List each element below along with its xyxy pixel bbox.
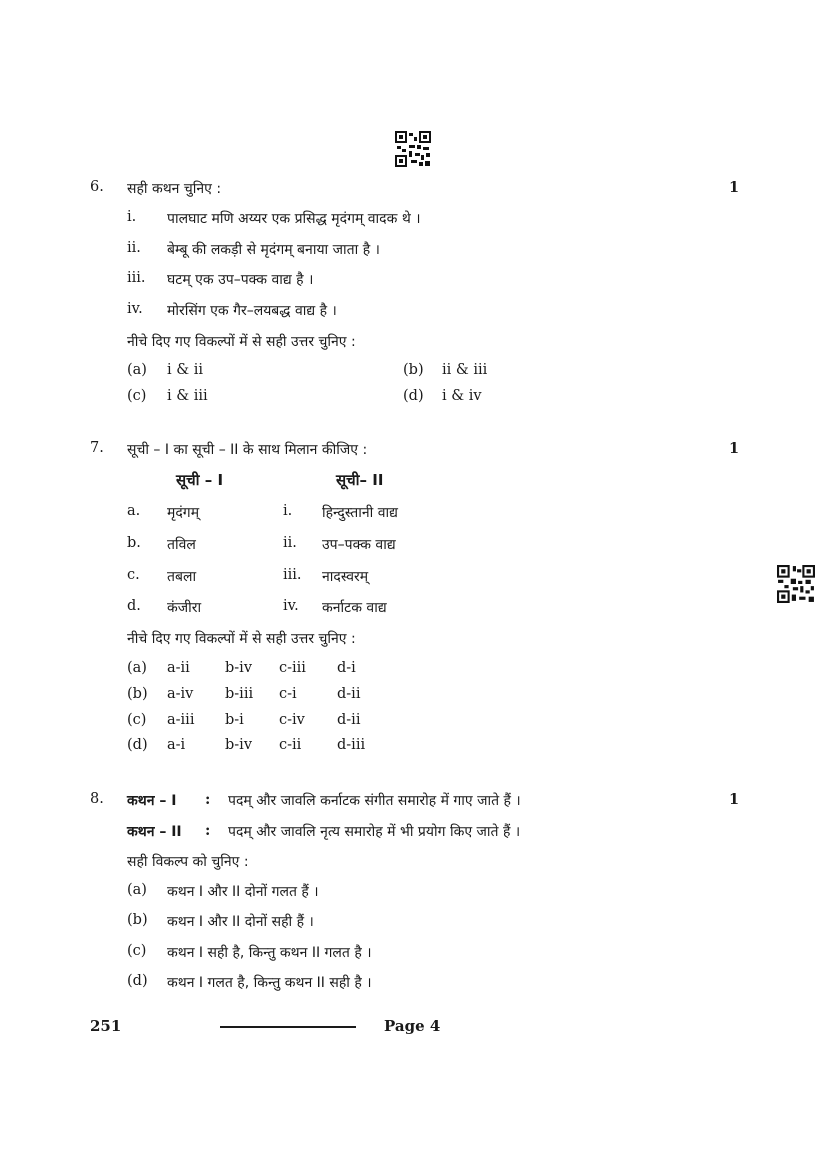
match-left-label: d. <box>127 598 141 614</box>
question-number: 8. <box>90 791 104 807</box>
option-text: कथन I और II दोनों सही हैं । <box>167 914 314 930</box>
question-number: 7. <box>90 440 104 456</box>
option-label: (d) <box>127 973 148 989</box>
option-label: (c) <box>127 712 147 728</box>
statement-text: पालघाट मणि अय्यर एक प्रसिद्ध मृदंगम् वादक थे । <box>167 211 421 227</box>
statement-1-colon: : <box>205 791 211 808</box>
statement-label: iii. <box>127 270 146 286</box>
statement-text: बेम्बू की लकड़ी से मृदंगम् बनाया जाता है । <box>167 242 380 258</box>
statement-1-label: कथन – I <box>127 793 177 809</box>
instruction: सही विकल्प को चुनिए : <box>127 854 249 870</box>
option-pair: b-i <box>225 712 244 728</box>
match-right-label: ii. <box>283 535 297 551</box>
match-right-item: नादस्वरम् <box>322 569 369 585</box>
match-right-label: iv. <box>283 598 299 614</box>
option-label: (c) <box>127 943 147 959</box>
option-label: (a) <box>127 660 147 676</box>
match-left-label: b. <box>127 535 141 551</box>
option-pair: d-ii <box>337 686 361 702</box>
statement-label: ii. <box>127 240 141 256</box>
option-text: i & iv <box>442 388 482 404</box>
match-right-label: iii. <box>283 567 302 583</box>
match-left-item: तबला <box>167 569 197 585</box>
option-pair: d-iii <box>337 737 366 753</box>
statement-2-text: पदम् और जावलि नृत्य समारोह में भी प्रयोग किए जाते हैं । <box>228 824 521 840</box>
option-pair: a-iii <box>167 712 195 728</box>
option-text: कथन I सही है, किन्तु कथन II गलत है । <box>167 945 372 961</box>
option-pair: a-i <box>167 737 186 753</box>
statement-label: i. <box>127 209 137 225</box>
option-text: i & iii <box>167 388 208 404</box>
option-pair: c-i <box>279 686 297 702</box>
option-pair: a-ii <box>167 660 190 676</box>
option-text: ii & iii <box>442 362 488 378</box>
option-pair: c-iii <box>279 660 306 676</box>
question-stem: सूची – I का सूची – II के साथ मिलान कीजिए : <box>127 442 368 458</box>
question-marks: 1 <box>729 791 740 808</box>
question-stem: सही कथन चुनिए : <box>127 181 222 197</box>
match-right-item: कर्नाटक वाद्य <box>322 600 387 616</box>
option-label: (d) <box>403 388 424 404</box>
option-pair: b-iv <box>225 660 253 676</box>
match-left-item: तविल <box>167 537 196 553</box>
option-label: (b) <box>127 686 148 702</box>
statement-2-label: कथन – II <box>127 824 182 840</box>
statement-text: घटम् एक उप–पक्क वाद्य है । <box>167 272 314 288</box>
question-number: 6. <box>90 179 104 195</box>
option-pair: b-iii <box>225 686 254 702</box>
option-text: i & ii <box>167 362 204 378</box>
qr-code-side-icon <box>777 565 815 603</box>
option-label: (d) <box>127 737 148 753</box>
match-right-item: उप–पक्क वाद्य <box>322 537 396 553</box>
option-label: (a) <box>127 362 147 378</box>
instruction: नीचे दिए गए विकल्पों में से सही उत्तर चुनिए : <box>127 631 356 647</box>
page-number: Page 4 <box>384 1017 441 1035</box>
list-2-heading: सूची– II <box>336 471 384 489</box>
question-marks: 1 <box>729 440 740 457</box>
match-right-label: i. <box>283 503 293 519</box>
statement-label: iv. <box>127 301 143 317</box>
paper-code: 251 <box>90 1017 122 1035</box>
question-marks: 1 <box>729 179 740 196</box>
option-label: (b) <box>127 912 148 928</box>
match-left-item: मृदंगम् <box>167 505 200 521</box>
instruction: नीचे दिए गए विकल्पों में से सही उत्तर चुनिए : <box>127 334 356 350</box>
match-left-label: a. <box>127 503 141 519</box>
option-pair: c-iv <box>279 712 305 728</box>
statement-2-colon: : <box>205 822 211 839</box>
match-left-label: c. <box>127 567 140 583</box>
match-right-item: हिन्दुस्तानी वाद्य <box>322 505 398 521</box>
statement-1-text: पदम् और जावलि कर्नाटक संगीत समारोह में गाए जाते हैं । <box>228 793 521 809</box>
option-pair: d-i <box>337 660 356 676</box>
option-text: कथन I और II दोनों गलत हैं । <box>167 884 319 900</box>
qr-code-top-icon <box>395 131 431 167</box>
option-pair: c-ii <box>279 737 302 753</box>
statement-text: मोरसिंग एक गैर–लयबद्ध वाद्य है । <box>167 303 337 319</box>
footer-divider <box>220 1026 356 1028</box>
option-label: (a) <box>127 882 147 898</box>
option-pair: d-ii <box>337 712 361 728</box>
option-pair: b-iv <box>225 737 253 753</box>
match-left-item: कंजीरा <box>167 600 202 616</box>
option-label: (b) <box>403 362 424 378</box>
option-label: (c) <box>127 388 147 404</box>
option-pair: a-iv <box>167 686 194 702</box>
list-1-heading: सूची – I <box>176 471 224 489</box>
option-text: कथन I गलत है, किन्तु कथन II सही है । <box>167 975 372 991</box>
